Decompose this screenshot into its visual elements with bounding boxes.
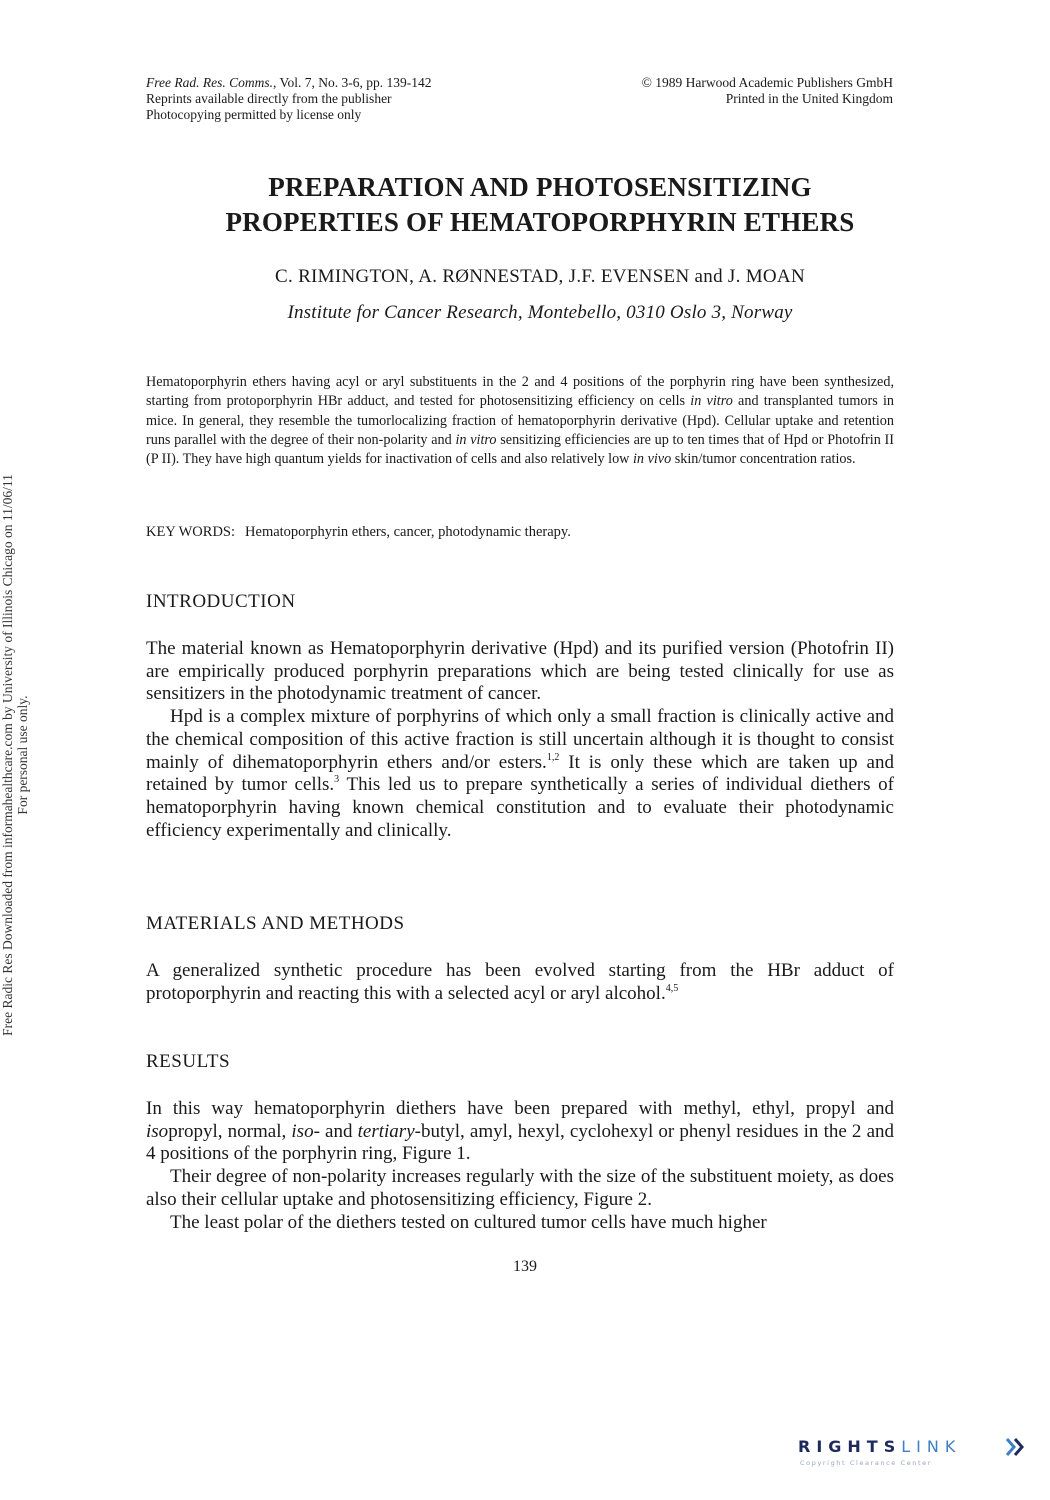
keywords-text: Hematoporphyrin ethers, cancer, photodynamic therapy. xyxy=(245,524,571,540)
results-p1-text-d: -butyl, amyl, hexyl, cyclohexyl or phenyl residues in the 2 and 4 positions of the porphyrin ring, Figure 1. xyxy=(146,1120,894,1165)
paper-title xyxy=(120,170,960,240)
abstract-text-1: Hematoporphyrin ethers having acyl or aryl substituents in the 2 and 4 positions of the porphyrin ring have been synthesized, starting from protoporphyrin HBr adduct, and tested for photosensitizing efficiency on cells xyxy=(146,374,894,410)
printed-note: Printed in the United Kingdom xyxy=(725,91,893,106)
results-body xyxy=(146,1098,894,1234)
page-number: 139 xyxy=(513,1258,537,1275)
header-right xyxy=(642,75,893,107)
reprints-note: Reprints available directly from the publisher xyxy=(146,91,392,106)
rightslink-wordmark xyxy=(798,1437,961,1456)
abstract-italic-1: in vitro xyxy=(690,393,733,410)
results-paragraph-3: The least polar of the diethers tested on cultured tumor cells have much higher xyxy=(170,1211,767,1233)
copyright-note: © 1989 Harwood Academic Publishers GmbH xyxy=(641,75,893,90)
side-note-line-1: Free Radic Res Downloaded from informahealthcare.com by University of Illinois Chicago on 11/06/11 xyxy=(0,474,15,1036)
rightslink-subtitle: Copyright Clearance Center xyxy=(800,1459,933,1467)
results-p1-italic-3: tertiary xyxy=(357,1120,415,1142)
rightslink-logo[interactable] xyxy=(798,1437,1030,1481)
volume-info: , Vol. 7, No. 3-6, pp. 139-142 xyxy=(272,75,432,90)
authors: C. RIMINGTON, A. RØNNESTAD, J.F. EVENSEN and J. MOAN xyxy=(275,266,805,287)
results-paragraph-1 xyxy=(146,1098,894,1166)
title-line-2: PROPERTIES OF HEMATOPORPHYRIN ETHERS xyxy=(225,207,855,237)
affiliation: Institute for Cancer Research, Montebello, 0310 Oslo 3, Norway xyxy=(287,302,793,323)
photocopying-note: Photocopying permitted by license only xyxy=(146,107,362,122)
logo-part-link: LINK xyxy=(901,1437,962,1456)
abstract-text-3: sensitizing efficiencies are up to ten times that of Hpd or Photofrin II (P II). They have high quantum yields for inactivation of cells and also relatively low xyxy=(146,431,895,468)
side-note-line-2: For personal use only. xyxy=(15,695,30,815)
journal-name: Free Rad. Res. Comms. xyxy=(146,75,273,90)
methods-paragraph-1 xyxy=(146,960,894,1005)
abstract xyxy=(146,373,894,469)
abstract-text-4: skin/tumor concentration ratios. xyxy=(671,451,856,468)
section-heading-results: RESULTS xyxy=(146,1051,231,1072)
methods-text: A generalized synthetic procedure has been evolved starting from the HBr adduct of protoporphyrin and reacting this with a selected acyl or aryl alcohol. xyxy=(146,960,894,1004)
citation-ref: 4,5 xyxy=(665,982,679,994)
citation-ref: 3 xyxy=(334,774,340,786)
header-left xyxy=(146,75,432,123)
results-p1-text-c: and xyxy=(319,1120,358,1142)
results-p1-italic-1: iso xyxy=(146,1120,169,1142)
logo-part-rights: RIGHTS xyxy=(798,1437,902,1456)
methods-body xyxy=(146,960,894,1005)
intro-p2-text-a: Hpd is a complex mixture of porphyrins of which only a small fraction is clinically active and the chemical composition of this active fraction is still uncertain although it is thought to consist mainly of dihematoporphyrin ethers and/or esters. xyxy=(146,706,894,773)
introduction-paragraph-2 xyxy=(146,706,894,842)
abstract-text-2: and transplanted tumors in mice. In general, they resemble the tumorlocalizing fraction of hematoporphyrin derivative (Hpd). Cellular uptake and retention runs parallel with the degree of their non-polarity and xyxy=(146,393,894,448)
title-line-1: PREPARATION AND PHOTOSENSITIZING xyxy=(268,172,812,202)
rightslink-arrow-icon xyxy=(1004,1437,1028,1457)
intro-p2-text-b: It is only these which are taken up and retained by tumor cells. xyxy=(146,751,894,796)
keywords xyxy=(146,524,571,541)
results-p1-text-b: propyl, normal, xyxy=(168,1120,292,1142)
section-heading-introduction: INTRODUCTION xyxy=(146,591,296,612)
introduction-body xyxy=(146,638,894,842)
results-p1-text-a: In this way hematoporphyrin diethers have been prepared with methyl, ethyl, propyl and xyxy=(146,1098,894,1119)
abstract-italic-2: in vitro xyxy=(455,431,497,448)
keywords-label: KEY WORDS: xyxy=(146,524,236,540)
journal-citation xyxy=(146,75,432,91)
results-p1-italic-2: iso- xyxy=(291,1120,320,1142)
abstract-italic-3: in vivo xyxy=(632,451,672,468)
section-heading-methods: MATERIALS AND METHODS xyxy=(146,913,405,934)
results-paragraph-2: Their degree of non-polarity increases regularly with the size of the substituent moiety, as does also their cellular uptake and photosensitizing efficiency, Figure 2. xyxy=(146,1166,894,1210)
citation-ref: 1,2 xyxy=(546,751,560,763)
introduction-paragraph-1: The material known as Hematoporphyrin derivative (Hpd) and its purified version (Photofrin II) are empirically produced porphyrin preparations which are being tested clinically for use as sensitizers in the photodynamic treatment of cancer. xyxy=(146,638,894,705)
intro-p2-text-c: This led us to prepare synthetically a series of individual diethers of hematoporphyrin having known chemical constitution and to evaluate their photodynamic efficiency experimentally and clinically. xyxy=(146,774,895,841)
